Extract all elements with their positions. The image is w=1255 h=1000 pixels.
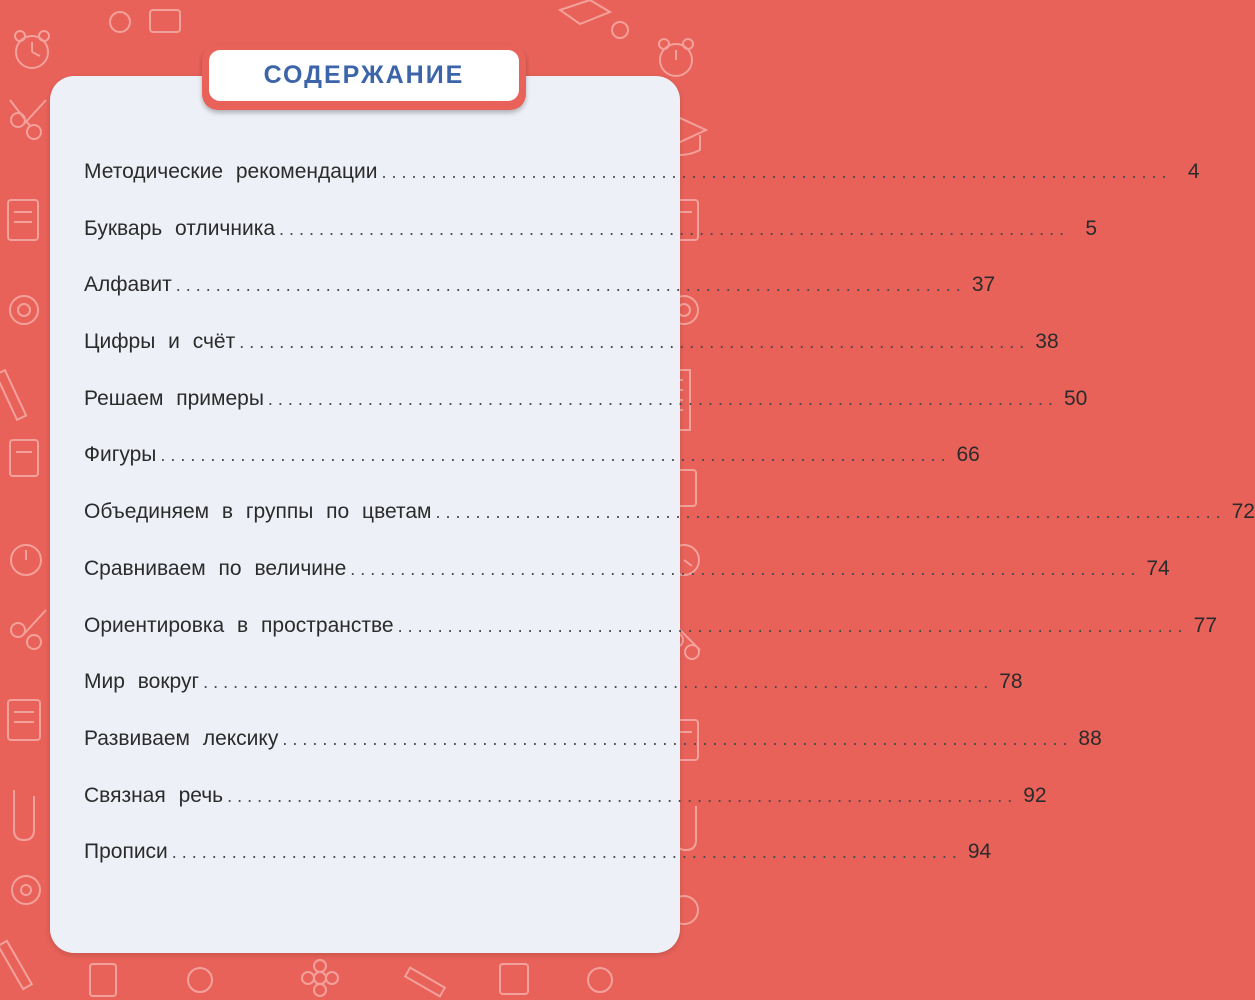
paper-clip-icon <box>14 790 34 840</box>
toc-entry-title: Фигуры <box>84 443 157 467</box>
toc-entry-page: 77 <box>1193 613 1217 637</box>
toc-entry-title: Связная речь <box>84 783 224 807</box>
toc-entry <box>84 783 1047 841</box>
dot-leader: ............................................................................... <box>203 672 994 693</box>
toc-entry <box>84 443 980 500</box>
alarm-clock-icon <box>15 31 49 68</box>
toc-entry-title: Букварь отличника <box>84 216 276 240</box>
toc-entry-title: Развиваем лексику <box>84 726 279 750</box>
toc-entry <box>84 273 996 330</box>
dot-leader: ............................................................................... <box>175 275 966 296</box>
toc-entry-page: 78 <box>999 670 1023 694</box>
dot-leader: ............................................................................... <box>381 162 1172 182</box>
toc-entry-page: 5 <box>1085 216 1098 240</box>
dot-leader: ............................................................................... <box>350 558 1141 579</box>
toc-entry <box>84 726 1102 784</box>
dot-leader: ............................................................................... <box>397 615 1188 636</box>
pencil-icon <box>0 370 26 420</box>
toc-entry-title: Методические рекомендации <box>84 160 378 183</box>
notebook-icon <box>8 200 38 240</box>
title-tab <box>202 44 526 110</box>
toc-entry-page: 4 <box>1187 160 1200 183</box>
toc-entry <box>84 556 1170 614</box>
toc-entry <box>84 386 1088 444</box>
dot-leader: ............................................................................... <box>267 388 1058 409</box>
title-box <box>209 50 519 101</box>
toc-entry <box>84 670 1023 727</box>
dot-leader: ............................................................................... <box>171 842 962 863</box>
toc-entry-page: 92 <box>1023 783 1047 807</box>
toc-entry-page: 74 <box>1146 556 1170 580</box>
toc-entry-page: 66 <box>956 443 980 467</box>
toc-entry-title: Цифры и счёт <box>84 330 236 354</box>
toc-entry-title: Прописи <box>84 840 168 864</box>
toc-entry <box>84 330 1059 387</box>
toc-entry-page: 94 <box>967 840 992 864</box>
toc-entry-page: 38 <box>1035 330 1059 354</box>
toc-entry-page: 88 <box>1078 726 1102 750</box>
toc-entry <box>84 613 1217 671</box>
toc-entry-page: 50 <box>1064 386 1088 410</box>
scissors-icon <box>10 100 46 139</box>
page-title: СОДЕРЖАНИЕ <box>263 61 465 89</box>
dot-leader: ............................................................................... <box>279 218 1070 239</box>
dot-leader: ............................................................................... <box>239 332 1030 353</box>
toc-entry-title: Сравниваем по величине <box>84 556 347 580</box>
toc-entry <box>84 160 1200 217</box>
toc-entry <box>84 500 1255 557</box>
toc-entry-title: Объединяем в группы по цветам <box>84 500 432 524</box>
table-of-contents <box>84 160 1255 897</box>
toc-entry-title: Решаем примеры <box>84 386 264 410</box>
dot-leader: ............................................................................... <box>227 785 1018 806</box>
toc-entry-page: 72 <box>1231 500 1255 524</box>
toc-entry <box>84 840 992 897</box>
toc-entry-page: 37 <box>971 273 996 297</box>
toc-entry-title: Мир вокруг <box>84 670 200 694</box>
dot-leader: ............................................................................... <box>435 502 1226 523</box>
toc-entry-title: Ориентировка в пространстве <box>84 613 394 637</box>
dot-leader: ............................................................................... <box>160 445 951 466</box>
toc-entry <box>84 216 1098 274</box>
dot-leader: ............................................................................... <box>282 728 1073 749</box>
flower-icon <box>302 960 338 996</box>
toc-entry-title: Алфавит <box>84 273 172 297</box>
